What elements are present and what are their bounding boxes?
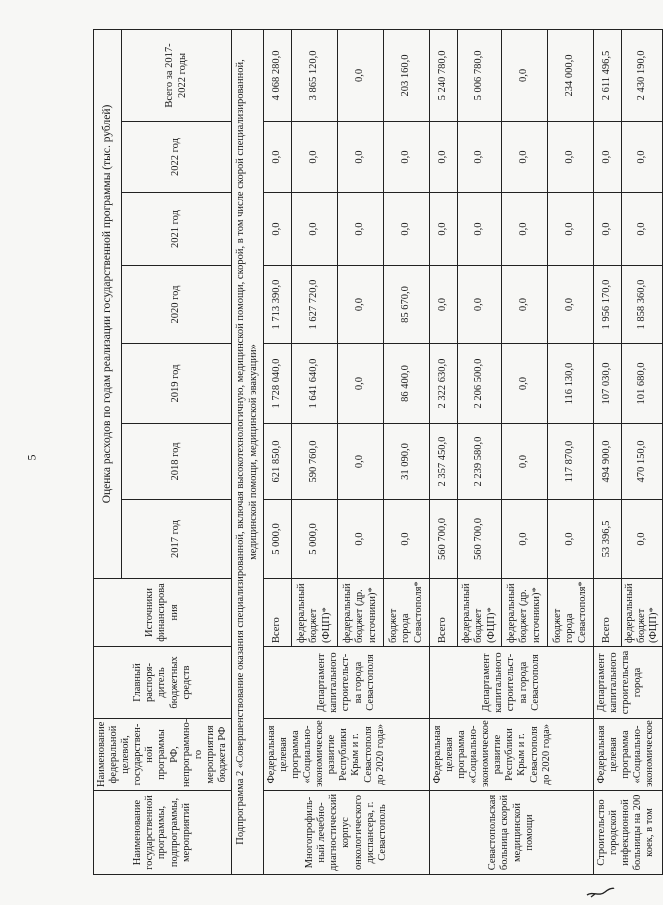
header-program-name: Наименование государственной программы, подпрограммы, мероприятий <box>94 791 232 875</box>
value-cell: 5 240 780,0 <box>430 29 458 121</box>
value-cell: 2 357 450,0 <box>430 424 458 500</box>
value-cell: 560 700,0 <box>430 500 458 579</box>
value-cell: 86 400,0 <box>384 344 430 424</box>
value-cell: 0,0 <box>548 193 594 266</box>
funding-source: бюджет города Севастополя* <box>384 579 430 647</box>
funding-source: федеральный бюджет (ФЦП)* <box>458 579 502 647</box>
value-cell: 560 700,0 <box>458 500 502 579</box>
value-cell: 0,0 <box>502 29 548 121</box>
value-cell: 5 000,0 <box>264 500 292 579</box>
value-cell: 0,0 <box>594 193 622 266</box>
value-cell: 0,0 <box>430 266 458 344</box>
value-cell: 0,0 <box>594 122 622 193</box>
value-cell: 1 641 640,0 <box>292 344 338 424</box>
value-cell: 0,0 <box>502 122 548 193</box>
header-year-2019: 2019 год <box>122 344 232 424</box>
value-cell: 494 900,0 <box>594 424 622 500</box>
value-cell: 5 000,0 <box>292 500 338 579</box>
header-cost-estimate: Оценка расходов по годам реализации государственной программы (тыс. рублей) <box>94 29 122 578</box>
value-cell: 53 396,5 <box>594 500 622 579</box>
value-cell: 0,0 <box>430 122 458 193</box>
funding-source: федеральный бюджет (ФЦП)* <box>292 579 338 647</box>
funding-source: Всего <box>430 579 458 647</box>
header-federal-program: Наименование федеральной целевой, государствен-ной программы РФ, непрограммно-го мероприятия бюджета РФ <box>94 719 232 791</box>
budget-manager: Департамент капитального строительст-ва города Севастополя <box>430 647 594 719</box>
value-cell: 0,0 <box>384 193 430 266</box>
value-cell: 4 068 280,0 <box>264 29 292 121</box>
value-cell: 2 239 580,0 <box>458 424 502 500</box>
header-year-2020: 2020 год <box>122 266 232 344</box>
value-cell: 0,0 <box>384 122 430 193</box>
header-year-2022: 2022 год <box>122 122 232 193</box>
value-cell: 470 150,0 <box>622 424 663 500</box>
value-cell: 2 430 190,0 <box>622 29 663 121</box>
value-cell: 0,0 <box>338 122 384 193</box>
value-cell: 2 611 496,5 <box>594 29 622 121</box>
value-cell: 0,0 <box>622 193 663 266</box>
value-cell: 1 858 360,0 <box>622 266 663 344</box>
value-cell: 2 322 630,0 <box>430 344 458 424</box>
federal-program-name: Федеральная целевая программа «Социально-экономическое <box>594 719 663 791</box>
value-cell: 1 956 170,0 <box>594 266 622 344</box>
value-cell: 31 090,0 <box>384 424 430 500</box>
value-cell: 0,0 <box>622 500 663 579</box>
federal-program-name: Федеральная целевая программа «Социально-экономическое развитие Республики Крым и г. Севастополя до 2020 года» <box>430 719 594 791</box>
value-cell: 0,0 <box>264 122 292 193</box>
federal-program-name: Федеральная целевая программа «Социально-экономическое развитие Республики Крым и г. Севастополя до 2020 года» <box>264 719 430 791</box>
value-cell: 0,0 <box>502 344 548 424</box>
value-cell: 0,0 <box>502 500 548 579</box>
value-cell: 0,0 <box>548 266 594 344</box>
value-cell: 590 760,0 <box>292 424 338 500</box>
value-cell: 0,0 <box>338 193 384 266</box>
funding-source: Всего <box>594 579 622 647</box>
value-cell: 0,0 <box>384 500 430 579</box>
header-funding-source: Источники финансирова ния <box>94 579 232 647</box>
funding-source: федеральный бюджет (др. источники)* <box>338 579 384 647</box>
value-cell: 203 160,0 <box>384 29 430 121</box>
value-cell: 0,0 <box>430 193 458 266</box>
funding-source: федеральный бюджет (др. источники)* <box>502 579 548 647</box>
value-cell: 621 850,0 <box>264 424 292 500</box>
value-cell: 2 206 500,0 <box>458 344 502 424</box>
header-budget-manager: Главный распоря-дитель бюджетных средств <box>94 647 232 719</box>
value-cell: 107 030,0 <box>594 344 622 424</box>
value-cell: 0,0 <box>264 193 292 266</box>
value-cell: 0,0 <box>338 500 384 579</box>
value-cell: 0,0 <box>548 500 594 579</box>
value-cell: 0,0 <box>458 122 502 193</box>
value-cell: 0,0 <box>338 29 384 121</box>
value-cell: 0,0 <box>458 266 502 344</box>
header-year-2018: 2018 год <box>122 424 232 500</box>
page-number: 5 <box>24 454 39 461</box>
rotated-table-container <box>93 30 660 875</box>
value-cell: 0,0 <box>338 344 384 424</box>
value-cell: 85 670,0 <box>384 266 430 344</box>
value-cell: 3 865 120,0 <box>292 29 338 121</box>
financing-table <box>93 29 663 875</box>
funding-source: федеральный бюджет (ФЦП)* <box>622 579 663 647</box>
value-cell: 5 006 780,0 <box>458 29 502 121</box>
value-cell: 117 870,0 <box>548 424 594 500</box>
project-name: Севастопольская больница скорой медицинской помощи <box>430 791 594 875</box>
value-cell: 234 000,0 <box>548 29 594 121</box>
value-cell: 0,0 <box>458 193 502 266</box>
value-cell: 0,0 <box>338 266 384 344</box>
header-year-2017: 2017 год <box>122 500 232 579</box>
funding-source: бюджет города Севастополя* <box>548 579 594 647</box>
budget-manager: Департамент капитального строительст-ва города Севастополя <box>264 647 430 719</box>
scan-mark-icon <box>585 885 615 899</box>
value-cell: 1 713 390,0 <box>264 266 292 344</box>
value-cell: 1 627 720,0 <box>292 266 338 344</box>
value-cell: 1 728 040,0 <box>264 344 292 424</box>
project-name: Многопрофиль-ный лечебно-диагностический корпус онкологического диспансера, г. Севастополь <box>264 791 430 875</box>
value-cell: 0,0 <box>502 266 548 344</box>
value-cell: 0,0 <box>292 122 338 193</box>
subprogram-title: Подпрограмма 2 «Совершенствование оказания специализированной, включая высокотехнологичную, медицинской помощи, скорой, в том числе скорой специализированной, медицинской помощи, медицинской эвакуации» <box>232 29 264 874</box>
value-cell: 0,0 <box>548 122 594 193</box>
value-cell: 101 680,0 <box>622 344 663 424</box>
value-cell: 116 130,0 <box>548 344 594 424</box>
value-cell: 0,0 <box>338 424 384 500</box>
value-cell: 0,0 <box>502 424 548 500</box>
header-year-2021: 2021 год <box>122 193 232 266</box>
budget-manager: Департамент капитального строительства города <box>594 647 663 719</box>
project-name: Строительство городской инфекционной больницы на 200 коек, в том <box>594 791 663 875</box>
value-cell: 0,0 <box>622 122 663 193</box>
funding-source: Всего <box>264 579 292 647</box>
header-total: Всего за 2017-2022 годы <box>122 29 232 121</box>
value-cell: 0,0 <box>502 193 548 266</box>
value-cell: 0,0 <box>292 193 338 266</box>
